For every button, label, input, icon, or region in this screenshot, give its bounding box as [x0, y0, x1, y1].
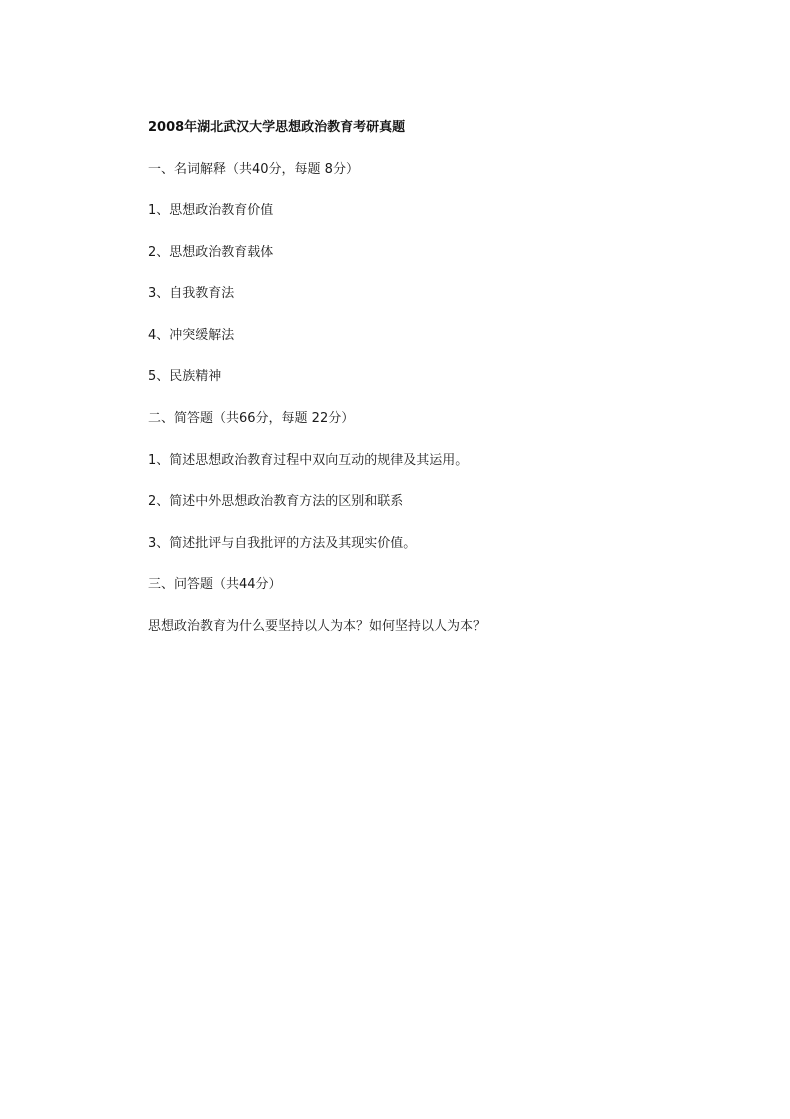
question-item: 2、思想政治教育载体 [148, 245, 274, 260]
question-item: 1、思想政治教育价值 [148, 203, 274, 218]
question-item: 1、简述思想政治教育过程中双向互动的规律及其运用。 [148, 453, 469, 468]
question-item: 3、简述批评与自我批评的方法及其现实价值。 [148, 536, 417, 551]
section-heading-noun-explanation: 一、名词解释（共40分，每题 8分） [148, 162, 359, 177]
page-title: 2008年湖北武汉大学思想政治教育考研真题 [148, 120, 406, 135]
question-item: 2、简述中外思想政治教育方法的区别和联系 [148, 494, 404, 509]
question-item: 5、民族精神 [148, 369, 222, 384]
essay-question: 思想政治教育为什么要坚持以人为本？如何坚持以人为本？ [148, 619, 487, 634]
section-heading-short-answer: 二、简答题（共66分，每题 22分） [148, 411, 355, 426]
question-item: 4、冲突缓解法 [148, 328, 235, 343]
question-item: 3、自我教育法 [148, 286, 235, 301]
section-heading-essay: 三、问答题（共44分） [148, 577, 282, 592]
